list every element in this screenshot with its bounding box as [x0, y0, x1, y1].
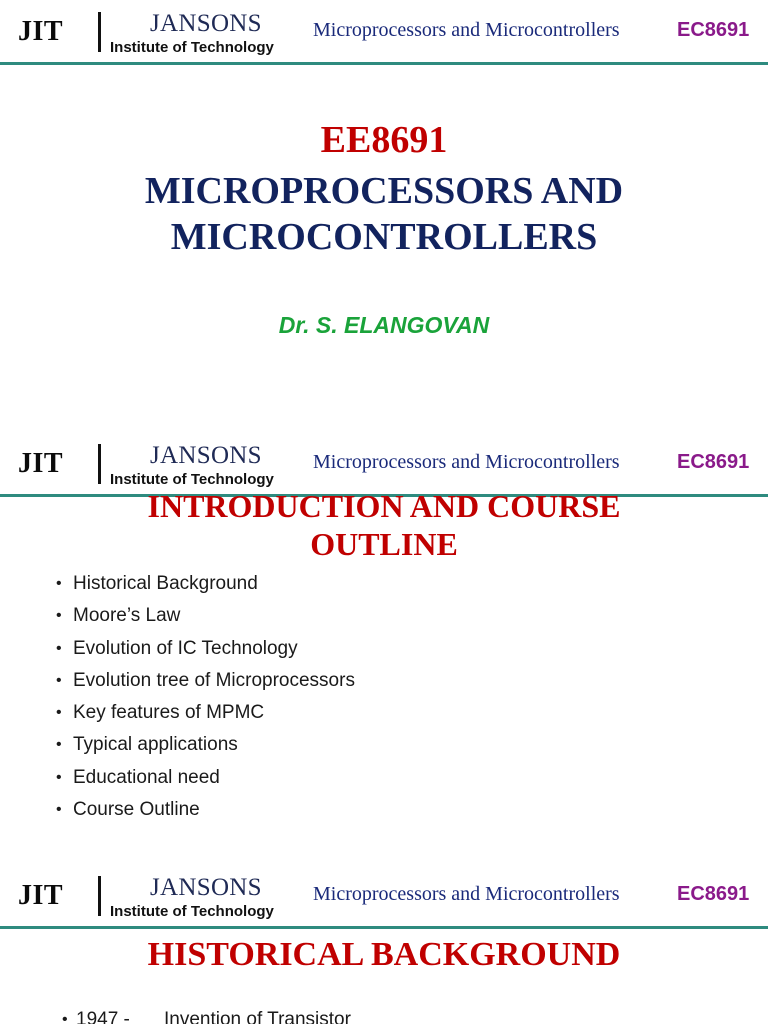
institute-subtitle: Institute of Technology	[110, 471, 274, 488]
header-rule	[0, 926, 768, 929]
slide-introduction	[0, 432, 768, 864]
institute-subtitle: Institute of Technology	[110, 39, 274, 56]
list-item	[62, 1008, 351, 1024]
history-event: Invention of Transistor	[164, 1009, 351, 1024]
slide-header	[0, 864, 768, 930]
jit-logo: JIT	[18, 16, 64, 47]
bullet-icon: •	[56, 801, 62, 819]
outline-list	[56, 572, 355, 830]
bullet-icon: •	[56, 607, 62, 625]
course-name: Microprocessors and Microcontrollers	[313, 883, 620, 905]
bullet-icon: •	[56, 736, 62, 754]
subject-title-line1: MICROPROCESSORS AND	[144, 170, 624, 212]
bullet-icon: •	[56, 575, 62, 592]
list-item: • Key features of MPMC	[56, 702, 265, 724]
list-item: • Moore’s Law	[56, 605, 181, 627]
institute-name: JANSONS	[150, 874, 262, 901]
bullet-icon: •	[56, 639, 62, 657]
subject-title-line2: MICROCONTROLLERS	[170, 216, 598, 258]
list-item: • Evolution tree of Microprocessors	[56, 669, 355, 691]
institute-name: JANSONS	[150, 10, 262, 37]
jit-logo: JIT	[18, 880, 64, 911]
history-year: 1947 -	[76, 1009, 130, 1024]
history-list	[62, 1008, 351, 1024]
logo-divider	[98, 876, 101, 916]
slide-title-line2: OUTLINE	[310, 526, 458, 562]
author-name: Dr. S. ELANGOVAN	[278, 312, 490, 338]
list-item: • Educational need	[56, 766, 220, 788]
slide-title	[0, 0, 768, 432]
logo-divider	[98, 444, 101, 484]
slide-title: HISTORICAL BACKGROUND	[147, 936, 621, 973]
subject-code: EE8691	[320, 119, 448, 161]
slide-header	[0, 0, 768, 66]
list-item: • Typical applications	[56, 734, 238, 756]
list-item: • Historical Background	[56, 573, 258, 594]
list-item: • Course Outline	[56, 799, 200, 821]
course-code: EC8691	[677, 19, 750, 41]
bullet-icon: •	[56, 704, 62, 722]
bullet-icon: •	[56, 768, 62, 786]
slide-historical-background	[0, 864, 768, 1024]
header-rule	[0, 62, 768, 65]
logo-divider	[98, 12, 101, 52]
institute-subtitle: Institute of Technology	[110, 903, 274, 920]
course-name: Microprocessors and Microcontrollers	[313, 19, 620, 41]
slide-title-line1: INTRODUCTION AND COURSE	[147, 488, 621, 524]
course-code: EC8691	[677, 451, 750, 473]
bullet-icon: •	[62, 1011, 68, 1024]
course-name: Microprocessors and Microcontrollers	[313, 451, 620, 473]
course-code: EC8691	[677, 883, 750, 905]
jit-logo: JIT	[18, 448, 64, 479]
list-item: • Evolution of IC Technology	[56, 637, 298, 659]
institute-name: JANSONS	[150, 442, 262, 469]
bullet-icon: •	[56, 671, 62, 689]
